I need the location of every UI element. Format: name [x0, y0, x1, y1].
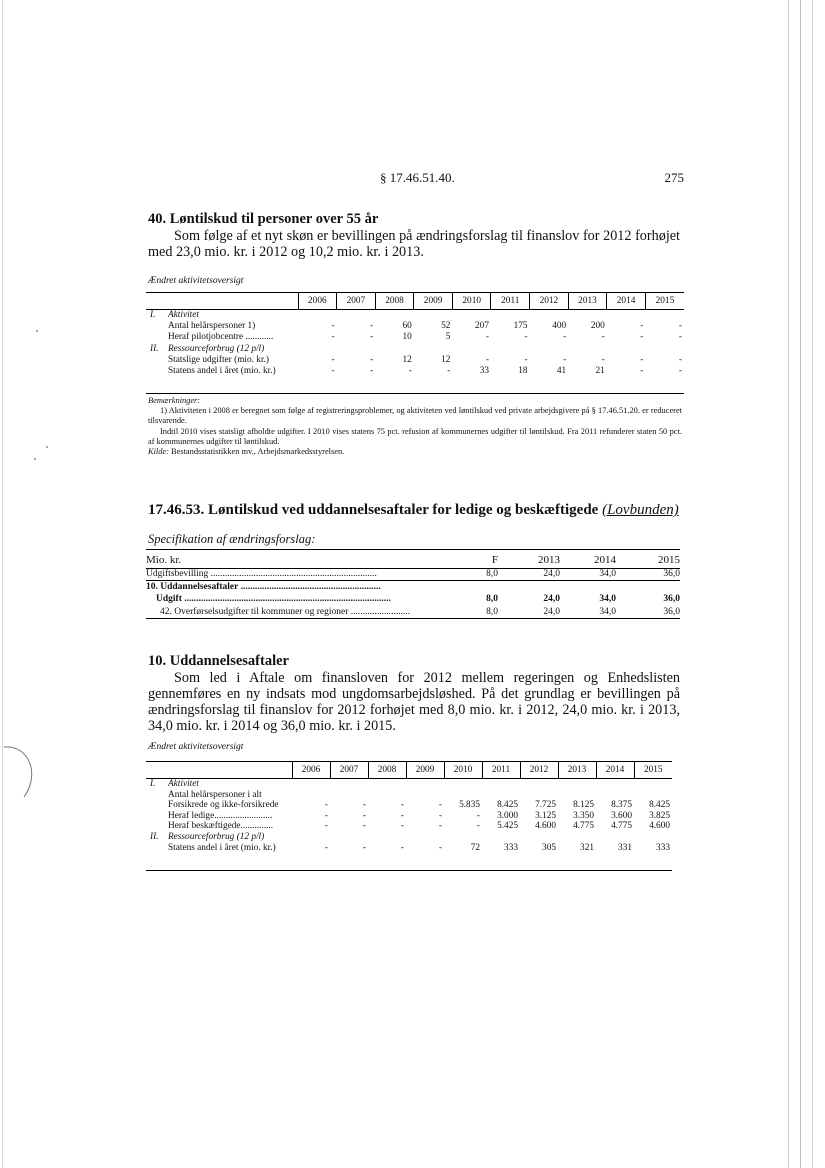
value-cell: 8.375 — [611, 800, 632, 811]
value-cell — [482, 832, 520, 843]
value-cell: 21 — [595, 366, 605, 377]
value-cell: - — [563, 354, 567, 365]
spec-value-cell — [622, 581, 680, 594]
value-cell — [452, 310, 491, 322]
value-cell: 18 — [518, 366, 528, 377]
value-cell: 321 — [580, 842, 594, 853]
value-cell: 52 — [441, 321, 451, 332]
spec-value-cell: 8,0 — [486, 606, 498, 617]
row-label: Statens andel i året (mio. kr.) — [168, 366, 276, 377]
value-cell — [596, 790, 634, 801]
row-label-cell — [146, 843, 292, 854]
value-cell — [330, 779, 368, 790]
value-cell — [330, 790, 368, 801]
spec-row-label: 10. Uddannelsesaftaler ........................................................... — [146, 582, 381, 592]
table-row — [146, 843, 672, 854]
value-cell — [558, 790, 596, 801]
value-cell: - — [476, 810, 480, 821]
table-row — [146, 355, 684, 366]
section-reference: § 17.46.51.40. — [380, 170, 455, 185]
header-corner-cell — [146, 293, 298, 310]
table-bottom-rule-2 — [146, 870, 672, 871]
spec-caption: Specifikation af ændringsforslag: — [148, 532, 316, 546]
notes-source — [148, 447, 682, 457]
scan-dot — [36, 330, 38, 332]
value-cell: - — [400, 800, 404, 811]
value-cell: - — [640, 321, 644, 332]
value-cell: - — [324, 800, 328, 811]
spec-value-cell — [454, 581, 504, 594]
value-cell — [414, 310, 453, 322]
value-cell: - — [362, 821, 366, 832]
value-cell — [645, 310, 684, 322]
scan-dot — [46, 446, 48, 448]
spec-value-cell: 36,0 — [663, 594, 680, 605]
value-cell: - — [476, 821, 480, 832]
value-cell: - — [331, 354, 335, 365]
page-header — [140, 170, 684, 190]
spec-value-cell — [566, 581, 622, 594]
value-cell: 3.125 — [535, 810, 556, 821]
scan-edge-right — [788, 0, 789, 1168]
row-label: Heraf beskæftigede.............. — [168, 821, 274, 832]
value-cell: 4.775 — [573, 821, 594, 832]
row-label: Ressourceforbrug (12 p/l) — [168, 832, 265, 843]
value-cell: - — [438, 821, 442, 832]
value-cell — [368, 790, 406, 801]
spec-value-cell: 24,0 — [543, 569, 560, 580]
row-label-cell — [146, 821, 292, 832]
value-cell: 10 — [402, 332, 412, 343]
value-cell: - — [678, 354, 682, 365]
row-roman-numeral: II. — [150, 343, 159, 354]
table-bottom-rule — [146, 393, 684, 394]
value-cell — [596, 779, 634, 790]
row-label-cell — [146, 800, 292, 811]
value-cell — [520, 790, 558, 801]
value-cell — [406, 832, 444, 843]
value-cell: 7.725 — [535, 800, 556, 811]
value-cell: 41 — [556, 366, 567, 377]
value-cell: 4.775 — [611, 821, 632, 832]
year-header-2007: 2007 — [337, 293, 376, 310]
value-cell — [596, 832, 634, 843]
page-number: 275 — [664, 170, 684, 185]
value-cell — [292, 832, 330, 843]
table-row — [146, 321, 684, 332]
section-40-paragraph: Som følge af et nyt skøn er bevillingen på ændringsforslag til finanslov for 2012 forhøjet med 23,0 mio. kr. i 2012 og 10,2 mio. kr. i 2013. — [148, 228, 680, 260]
spec-col-2015: 2015 — [658, 553, 680, 566]
value-cell: - — [331, 366, 335, 377]
row-label-cell — [146, 366, 298, 377]
spec-row — [146, 581, 680, 594]
binding-hole-mark — [0, 745, 40, 805]
row-label-cell — [146, 332, 298, 343]
table-row — [146, 310, 684, 322]
value-cell: - — [331, 321, 335, 332]
table-row — [146, 790, 672, 801]
spec-value-cell: 24,0 — [543, 606, 560, 617]
value-cell: - — [324, 842, 328, 853]
value-cell — [452, 344, 491, 355]
value-cell: - — [485, 354, 489, 365]
table-row — [146, 332, 684, 343]
spec-row-label: Udgiftsbevilling ...................................................................... — [146, 569, 377, 580]
value-cell: - — [524, 332, 528, 343]
value-cell — [375, 344, 414, 355]
value-cell — [491, 310, 530, 322]
value-cell — [337, 310, 376, 322]
spec-value-cell: 34,0 — [599, 569, 616, 580]
value-cell — [414, 344, 453, 355]
value-cell: - — [678, 366, 682, 377]
value-cell — [292, 790, 330, 801]
row-roman-numeral: II. — [150, 832, 159, 843]
table-row — [146, 800, 672, 811]
year-header-2015: 2015 — [634, 762, 672, 779]
value-cell — [558, 779, 596, 790]
row-roman-numeral: I. — [150, 779, 156, 790]
value-cell — [330, 832, 368, 843]
section-10-paragraph: Som led i Aftale om finansloven for 2012 mellem regeringen og Enhedslisten gennemføres en ny indsats mod ungdomsarbejdsløshed. På det grundlag er bevillingen på ændringsforslag til finanslov for 2012 forhøjet med 8,0 mio. kr. i 2012, 24,0 mio. kr. i 2013, 34,0 mio. kr. i 2014 og 36,0 mio. kr. i 2015. — [148, 670, 680, 734]
value-cell — [520, 779, 558, 790]
row-label: Statslige udgifter (mio. kr.) — [168, 354, 269, 365]
value-cell — [406, 790, 444, 801]
value-cell: 3.350 — [573, 810, 594, 821]
value-cell: - — [400, 821, 404, 832]
value-cell — [634, 832, 672, 843]
section-53-suffix: (Lovbunden) — [602, 502, 679, 518]
spec-row-label: Udgift ....................................................................................... — [156, 594, 391, 605]
table-header-row — [146, 293, 684, 310]
table-row — [146, 779, 672, 790]
year-header-2009: 2009 — [406, 762, 444, 779]
value-cell: - — [362, 842, 366, 853]
spec-col-unit: Mio. kr. — [146, 553, 182, 566]
row-label-cell — [146, 779, 292, 790]
value-cell — [444, 790, 482, 801]
value-cell: - — [362, 800, 366, 811]
value-cell: 12 — [402, 354, 412, 365]
note-2: Indtil 2010 vises statsligt afholdte udgifter. I 2010 vises statens 75 pct. refusion af kommunernes udgifter til løntilskud. Fra 2011 refunderer staten 50 pct. af kommunernes udgifter til løntilskud. — [148, 426, 682, 446]
year-header-2014: 2014 — [607, 293, 646, 310]
row-label-cell — [146, 310, 298, 322]
value-cell — [558, 832, 596, 843]
year-header-2007: 2007 — [330, 762, 368, 779]
year-header-2012: 2012 — [530, 293, 569, 310]
year-header-2014: 2014 — [596, 762, 634, 779]
spec-col-f: F — [491, 553, 498, 566]
year-header-2015: 2015 — [645, 293, 684, 310]
value-cell: 4.600 — [649, 821, 670, 832]
value-cell — [298, 310, 337, 322]
value-cell: - — [485, 332, 489, 343]
value-cell: - — [408, 366, 412, 377]
year-header-2010: 2010 — [444, 762, 482, 779]
value-cell: - — [400, 842, 404, 853]
value-cell — [406, 779, 444, 790]
value-cell: 175 — [513, 321, 528, 332]
row-label: Antal helårspersoner 1) — [168, 321, 256, 332]
spec-value-cell: 8,0 — [486, 594, 498, 605]
value-cell: - — [678, 321, 682, 332]
value-cell: - — [524, 354, 528, 365]
row-label-cell — [146, 790, 292, 801]
value-cell: 60 — [402, 321, 412, 332]
value-cell: 4.600 — [535, 821, 556, 832]
value-cell: - — [324, 810, 328, 821]
value-cell — [337, 344, 376, 355]
value-cell: - — [400, 810, 404, 821]
year-header-2009: 2009 — [414, 293, 453, 310]
scan-edge-right-2 — [800, 0, 801, 1168]
value-cell: 5.835 — [459, 800, 480, 811]
section-10-heading: 10. Uddannelsesaftaler — [148, 653, 289, 669]
spec-header-row — [146, 552, 680, 568]
value-cell — [368, 832, 406, 843]
value-cell — [444, 779, 482, 790]
value-cell: - — [640, 354, 644, 365]
spec-row — [146, 606, 680, 619]
value-cell: - — [438, 810, 442, 821]
value-cell — [634, 779, 672, 790]
scan-edge-right-3 — [812, 0, 813, 1168]
spec-value-cell: 36,0 — [663, 606, 680, 617]
value-cell: - — [331, 332, 335, 343]
value-cell: 12 — [441, 354, 451, 365]
value-cell: 400 — [552, 321, 567, 332]
spec-top-rule — [146, 549, 680, 550]
value-cell — [607, 344, 646, 355]
row-label: Aktivitet — [168, 310, 199, 321]
year-header-2008: 2008 — [368, 762, 406, 779]
year-header-2010: 2010 — [452, 293, 491, 310]
value-cell — [368, 779, 406, 790]
value-cell: 3.825 — [649, 810, 670, 821]
spec-value-cell: 36,0 — [663, 569, 680, 580]
section-53-title: 17.46.53. Løntilskud ved uddannelsesaftaler for ledige og beskæftigede — [148, 502, 599, 518]
spec-value-cell: 34,0 — [599, 606, 616, 617]
row-label-cell — [146, 321, 298, 332]
section-40-heading: 40. Løntilskud til personer over 55 år — [148, 211, 379, 227]
value-cell — [482, 779, 520, 790]
table-row — [146, 366, 684, 377]
value-cell: 207 — [475, 321, 489, 332]
year-header-2011: 2011 — [482, 762, 520, 779]
value-cell — [607, 310, 646, 322]
year-header-2013: 2013 — [568, 293, 607, 310]
value-cell: - — [438, 800, 442, 811]
table-row — [146, 832, 672, 843]
value-cell — [375, 310, 414, 322]
scan-edge-left — [2, 0, 3, 1168]
value-cell — [491, 344, 530, 355]
year-header-2008: 2008 — [375, 293, 414, 310]
value-cell: - — [601, 354, 605, 365]
table-header-row — [146, 762, 672, 779]
row-label-cell — [146, 344, 298, 355]
note-1: 1) Aktiviteten i 2008 er beregnet som følge af registreringsproblemer, og aktiviteten ved løntilskud ved private arbejdsgivere på § 17.46.51.20. er reduceret tilsvarende. — [148, 406, 682, 426]
table-row — [146, 821, 672, 832]
year-header-2006: 2006 — [298, 293, 337, 310]
notes-block — [148, 396, 682, 457]
source-text: Bestandsstatistikken mv., Arbejdsmarkedsstyrelsen. — [168, 447, 345, 457]
table-row — [146, 811, 672, 822]
value-cell: 200 — [590, 321, 605, 332]
header-corner-cell — [146, 762, 292, 779]
spec-row — [146, 568, 680, 581]
value-cell: 3.000 — [497, 810, 518, 821]
spec-row — [146, 593, 680, 606]
value-cell — [530, 344, 569, 355]
value-cell: - — [362, 810, 366, 821]
row-label: Antal helårspersoner i alt — [168, 789, 262, 800]
value-cell: 5.425 — [497, 821, 518, 832]
value-cell: 72 — [470, 842, 480, 853]
value-cell: 333 — [656, 842, 670, 853]
value-cell: - — [640, 366, 644, 377]
spec-value-cell — [504, 581, 566, 594]
spec-table — [146, 552, 680, 619]
value-cell: 8.425 — [497, 800, 518, 811]
value-cell: 5 — [445, 332, 451, 343]
value-cell — [482, 790, 520, 801]
value-cell: - — [324, 821, 328, 832]
value-cell — [568, 310, 607, 322]
value-cell: - — [370, 366, 374, 377]
value-cell: - — [563, 332, 567, 343]
value-cell — [568, 344, 607, 355]
year-header-2012: 2012 — [520, 762, 558, 779]
row-label-cell — [146, 811, 292, 822]
scan-dot — [34, 458, 36, 460]
value-cell: - — [447, 366, 451, 377]
value-cell — [444, 832, 482, 843]
value-cell — [645, 344, 684, 355]
value-cell — [520, 832, 558, 843]
value-cell: 305 — [542, 842, 556, 853]
row-label-cell — [146, 832, 292, 843]
value-cell: - — [438, 842, 442, 853]
value-cell: - — [640, 332, 644, 343]
table-row — [146, 344, 684, 355]
value-cell: - — [370, 332, 374, 343]
value-cell: 3.600 — [611, 810, 632, 821]
row-label: Heraf pilotjobcentre ............ — [168, 332, 274, 343]
section-53-heading — [148, 502, 688, 519]
row-label: Forsikrede og ikke-forsikrede — [168, 800, 279, 811]
value-cell: 8.125 — [573, 800, 594, 811]
spec-value-cell: 24,0 — [543, 594, 560, 605]
row-label: Statens andel i året (mio. kr.) — [168, 842, 276, 853]
row-roman-numeral: I. — [150, 310, 156, 321]
value-cell: 331 — [618, 842, 632, 853]
value-cell: 8.425 — [649, 800, 670, 811]
row-label: Aktivitet — [168, 779, 199, 790]
value-cell: 333 — [504, 842, 518, 853]
year-header-2006: 2006 — [292, 762, 330, 779]
value-cell: - — [678, 332, 682, 343]
spec-value-cell: 8,0 — [486, 569, 498, 580]
value-cell — [292, 779, 330, 790]
value-cell — [530, 310, 569, 322]
value-cell: - — [601, 332, 605, 343]
value-cell: 33 — [479, 366, 489, 377]
table-caption: Ændret aktivitetsoversigt — [148, 276, 244, 286]
row-label-cell — [146, 355, 298, 366]
year-header-2013: 2013 — [558, 762, 596, 779]
year-header-2011: 2011 — [491, 293, 530, 310]
source-label: Kilde: — [148, 447, 169, 457]
row-label: Heraf ledige......................... — [168, 810, 273, 821]
spec-col-2014: 2014 — [594, 553, 616, 566]
activity-table-10 — [146, 761, 672, 853]
spec-row-label: 42. Overførselsudgifter til kommuner og regioner ......................... — [160, 606, 411, 617]
value-cell — [298, 344, 337, 355]
spec-value-cell: 34,0 — [599, 594, 616, 605]
spec-col-2013: 2013 — [538, 553, 560, 566]
table-caption-2: Ændret aktivitetsoversigt — [148, 742, 244, 752]
activity-table-40 — [146, 292, 684, 377]
value-cell — [634, 790, 672, 801]
value-cell: - — [370, 354, 374, 365]
row-label: Ressourceforbrug (12 p/l) — [168, 343, 265, 354]
value-cell: - — [370, 321, 374, 332]
notes-title: Bemærkninger: — [148, 396, 201, 405]
